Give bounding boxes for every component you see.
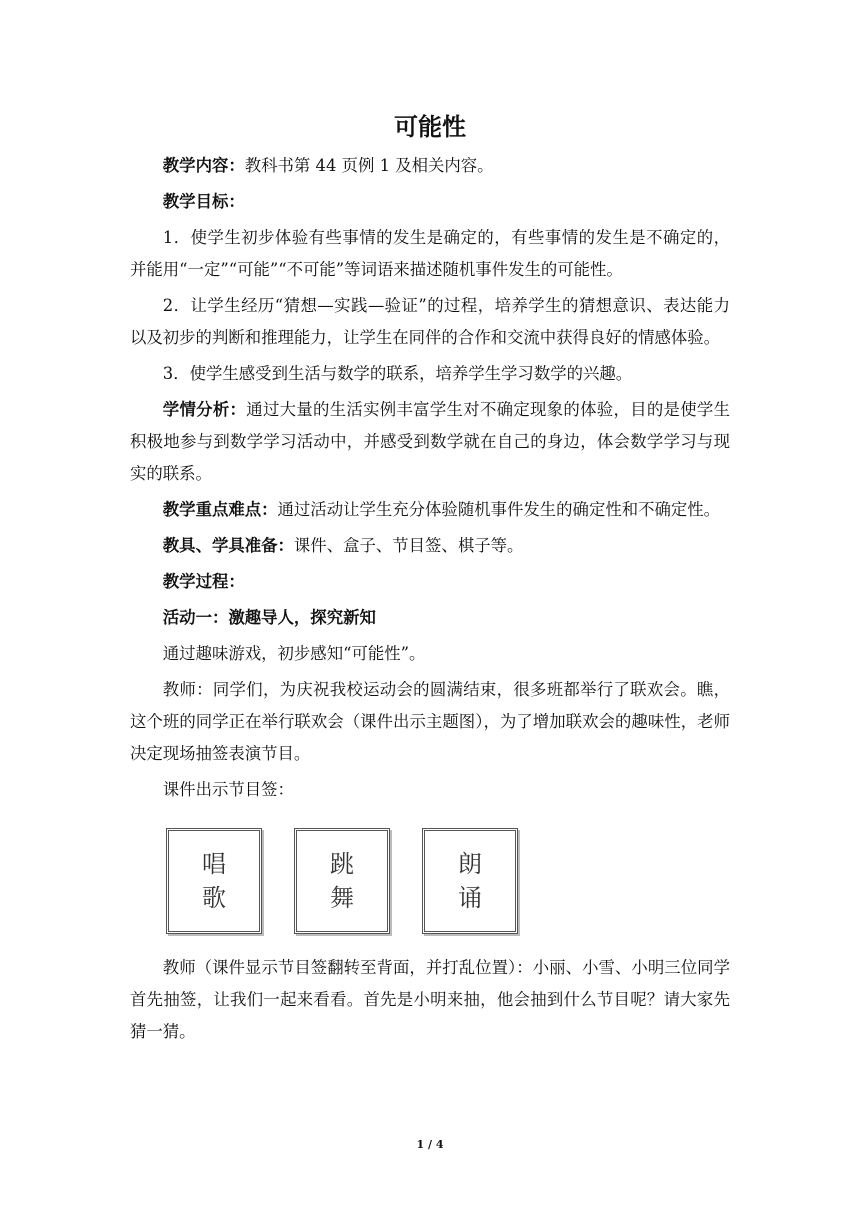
objective-1: 1．使学生初步体验有些事情的发生是确定的，有些事情的发生是不确定的，并能用“一定”“可能”“不可能”等词语来描述随机事件发生的可能性。	[130, 228, 730, 279]
analysis-text: 通过大量的生活实例丰富学生对不确定现象的体验，目的是使学生积极地参与到数学学习活动中，并感受到数学就在自己的身边，体会数学学习与现实的联系。	[130, 400, 731, 483]
tools-text: 课件、盒子、节目签、棋子等。	[293, 536, 524, 555]
analysis-label: 学情分析：	[162, 400, 247, 419]
content-text: 教科书第 44 页例 1 及相关内容。	[244, 156, 494, 175]
card-char: 诵	[458, 884, 482, 912]
tools-paragraph	[130, 530, 730, 562]
program-card-recite	[422, 828, 518, 934]
program-card-sing	[166, 828, 262, 934]
key-label: 教学重点难点：	[162, 500, 278, 519]
card-char: 跳	[330, 850, 354, 878]
objective-2: 2．让学生经历“猜想—实践—验证”的过程，培养学生的猜想意识、表达能力以及初步的判断和推理能力，让学生在同伴的合作和交流中获得良好的情感体验。	[130, 296, 730, 347]
tools-label: 教具、学具准备：	[162, 536, 294, 555]
card-char: 舞	[330, 884, 354, 912]
card-char: 朗	[458, 850, 482, 878]
document-body	[130, 150, 730, 1048]
activity-1-label: 活动一：激趣导人，探究新知	[162, 608, 376, 627]
card-char: 歌	[202, 884, 226, 912]
process-label: 教学过程：	[162, 572, 245, 591]
content-label: 教学内容：	[162, 156, 245, 175]
activity-1-heading	[130, 602, 730, 634]
cards-intro-paragraph: 课件出示节目签：	[162, 780, 294, 799]
content-paragraph	[130, 150, 730, 182]
process-heading	[130, 566, 730, 598]
objectives-label: 教学目标：	[162, 192, 245, 211]
intro-paragraph: 通过趣味游戏，初步感知“可能性”。	[162, 644, 426, 663]
teacher-paragraph-1: 教师：同学们，为庆祝我校运动会的圆满结束，很多班都举行了联欢会。瞧，这个班的同学正在举行联欢会（课件出示主题图），为了增加联欢会的趣味性，老师决定现场抽签表演节目。	[130, 680, 730, 763]
key-paragraph	[130, 494, 730, 526]
objectives-heading	[130, 186, 730, 218]
program-card-dance	[294, 828, 390, 934]
page-number: 1 / 4	[416, 1138, 444, 1151]
document-title: 可能性	[394, 113, 466, 141]
key-text: 通过活动让学生充分体验随机事件发生的确定性和不确定性。	[277, 500, 721, 519]
analysis-paragraph	[130, 394, 730, 490]
card-char: 唱	[202, 850, 226, 878]
teacher-paragraph-2: 教师（课件显示节目签翻转至背面，并打乱位置）：小丽、小雪、小明三位同学首先抽签，让我们一起来看看。首先是小明来抽，他会抽到什么节目呢？请大家先猜一猜。	[130, 958, 730, 1041]
program-cards	[166, 828, 730, 934]
objective-3: 3．使学生感受到生活与数学的联系，培养学生学习数学的兴趣。	[162, 364, 633, 383]
